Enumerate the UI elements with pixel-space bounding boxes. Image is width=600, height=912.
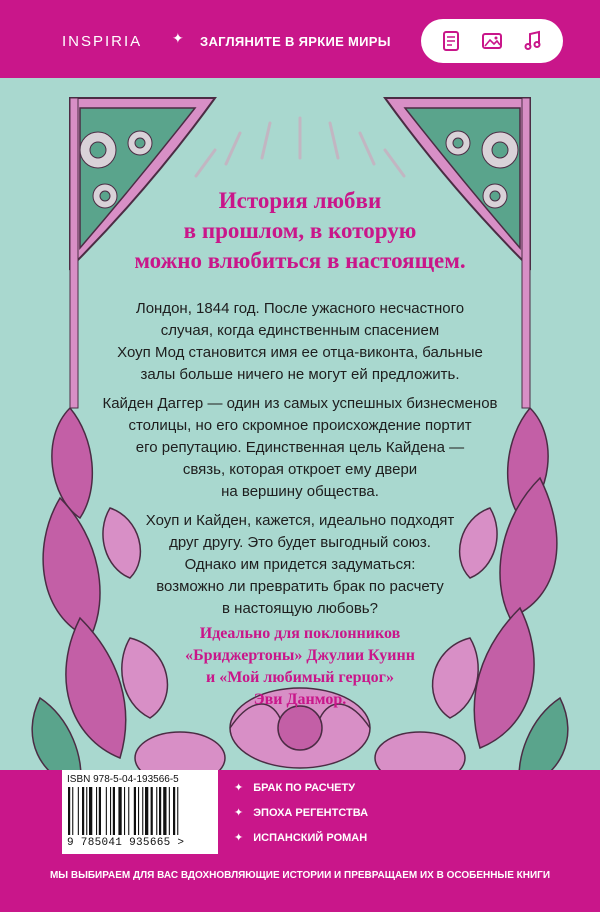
barcode-bar [128,787,129,835]
isbn-text: ISBN 978-5-04-193566-5 [67,774,179,785]
barcode-bar [138,787,139,835]
lead-line: в прошлом, в которую [183,218,417,243]
sparkle-icon: ✦ [234,806,244,819]
barcode-bar [142,787,143,835]
bottom-banner [0,854,600,912]
barcode-bar [156,787,157,835]
publisher-logo: INSPIRIA [62,33,143,50]
barcode-bar [82,787,84,835]
barcode-bar [68,787,70,835]
text-line: столицы, но его скромное происхождение портит [128,417,472,434]
text-line: в настоящую любовь? [222,600,378,617]
footer-tagline: МЫ ВЫБИРАЕМ ДЛЯ ВАС ВДОХНОВЛЯЮЩИЕ ИСТОРИИ И ПРЕВРАЩАЕМ ИХ В ОСОБЕННЫЕ КНИГИ [49,870,551,881]
text-line: возможно ли превратить брак по расчету [156,578,444,595]
tag-label: ИСПАНСКИЙ РОМАН [253,832,368,844]
ebook-icon [440,30,462,52]
barcode-bar [78,787,79,835]
barcode [62,770,218,854]
barcode-bar [151,787,153,835]
text-line: связь, которая откроет ему двери [182,461,418,478]
tag-item [234,831,367,844]
text-line: на вершину общества. [221,483,379,500]
barcode-bar [72,787,73,835]
quote-line: «Бриджертоны» Джулии Куинн [185,647,415,664]
recommendation-quote [0,623,600,711]
lead-line: История любви [218,188,382,213]
lead-line: можно влюбиться в настоящем. [134,248,466,273]
text-line: друг другу. Это будет выгодный союз. [169,534,431,551]
sparkle-icon: ✦ [234,781,244,794]
music-note-icon [522,30,544,52]
text-line: Однако им придется задуматься: [184,556,416,573]
tag-label: БРАК ПО РАСЧЕТУ [253,782,356,794]
barcode-bar [118,787,121,835]
barcode-bar [177,787,178,835]
barcode-bar [86,787,87,835]
lead-quote [0,186,600,276]
sparkle-icon: ✦ [234,831,244,844]
sparkle-icon: ✦ [172,31,184,47]
text-line: залы больше ничего не могут ей предложить. [140,366,460,383]
synopsis-paragraph-3 [0,510,600,620]
barcode-bar [113,787,115,835]
synopsis-paragraph-2 [0,393,600,503]
image-icon [481,30,503,52]
barcode-bar [169,787,170,835]
quote-line: и «Мой любимый герцог» [206,669,394,686]
barcode-bar [173,787,175,835]
barcode-bar [106,787,107,835]
publisher-tagline: ЗАГЛЯНИТЕ В ЯРКИЕ МИРЫ [200,34,391,49]
quote-line: Эви Данмор. [253,691,347,708]
text-line: Хоуп Мод становится имя ее отца-виконта, бальные [117,344,483,361]
barcode-bar [159,787,161,835]
barcode-bar [134,787,136,835]
barcode-bar [96,787,97,835]
barcode-bar [145,787,148,835]
text-line: его репутацию. Единственная цель Кайдена — [135,439,465,456]
barcode-bar [99,787,101,835]
barcode-bar [124,787,125,835]
barcode-digits: 9 785041 935665 > [67,837,185,849]
left-notch [0,770,62,854]
text-line: Лондон, 1844 год. После ужасного несчастного [135,300,465,317]
tag-item [234,781,355,794]
tag-item [234,806,368,819]
top-banner [0,0,600,78]
text-line: Кайден Даггер — один из самых успешных бизнесменов [102,395,498,412]
synopsis-paragraph-1 [0,298,600,386]
barcode-bar [163,787,166,835]
text-line: Хоуп и Кайден, кажется, идеально подходят [145,512,455,529]
tag-label: ЭПОХА РЕГЕНТСТВА [253,807,369,819]
quote-line: Идеально для поклонников [199,625,401,642]
barcode-bar [89,787,92,835]
barcode-bars [66,787,214,835]
barcode-bar [110,787,111,835]
text-line: случая, когда единственным спасением [160,322,440,339]
format-icons [421,19,563,63]
